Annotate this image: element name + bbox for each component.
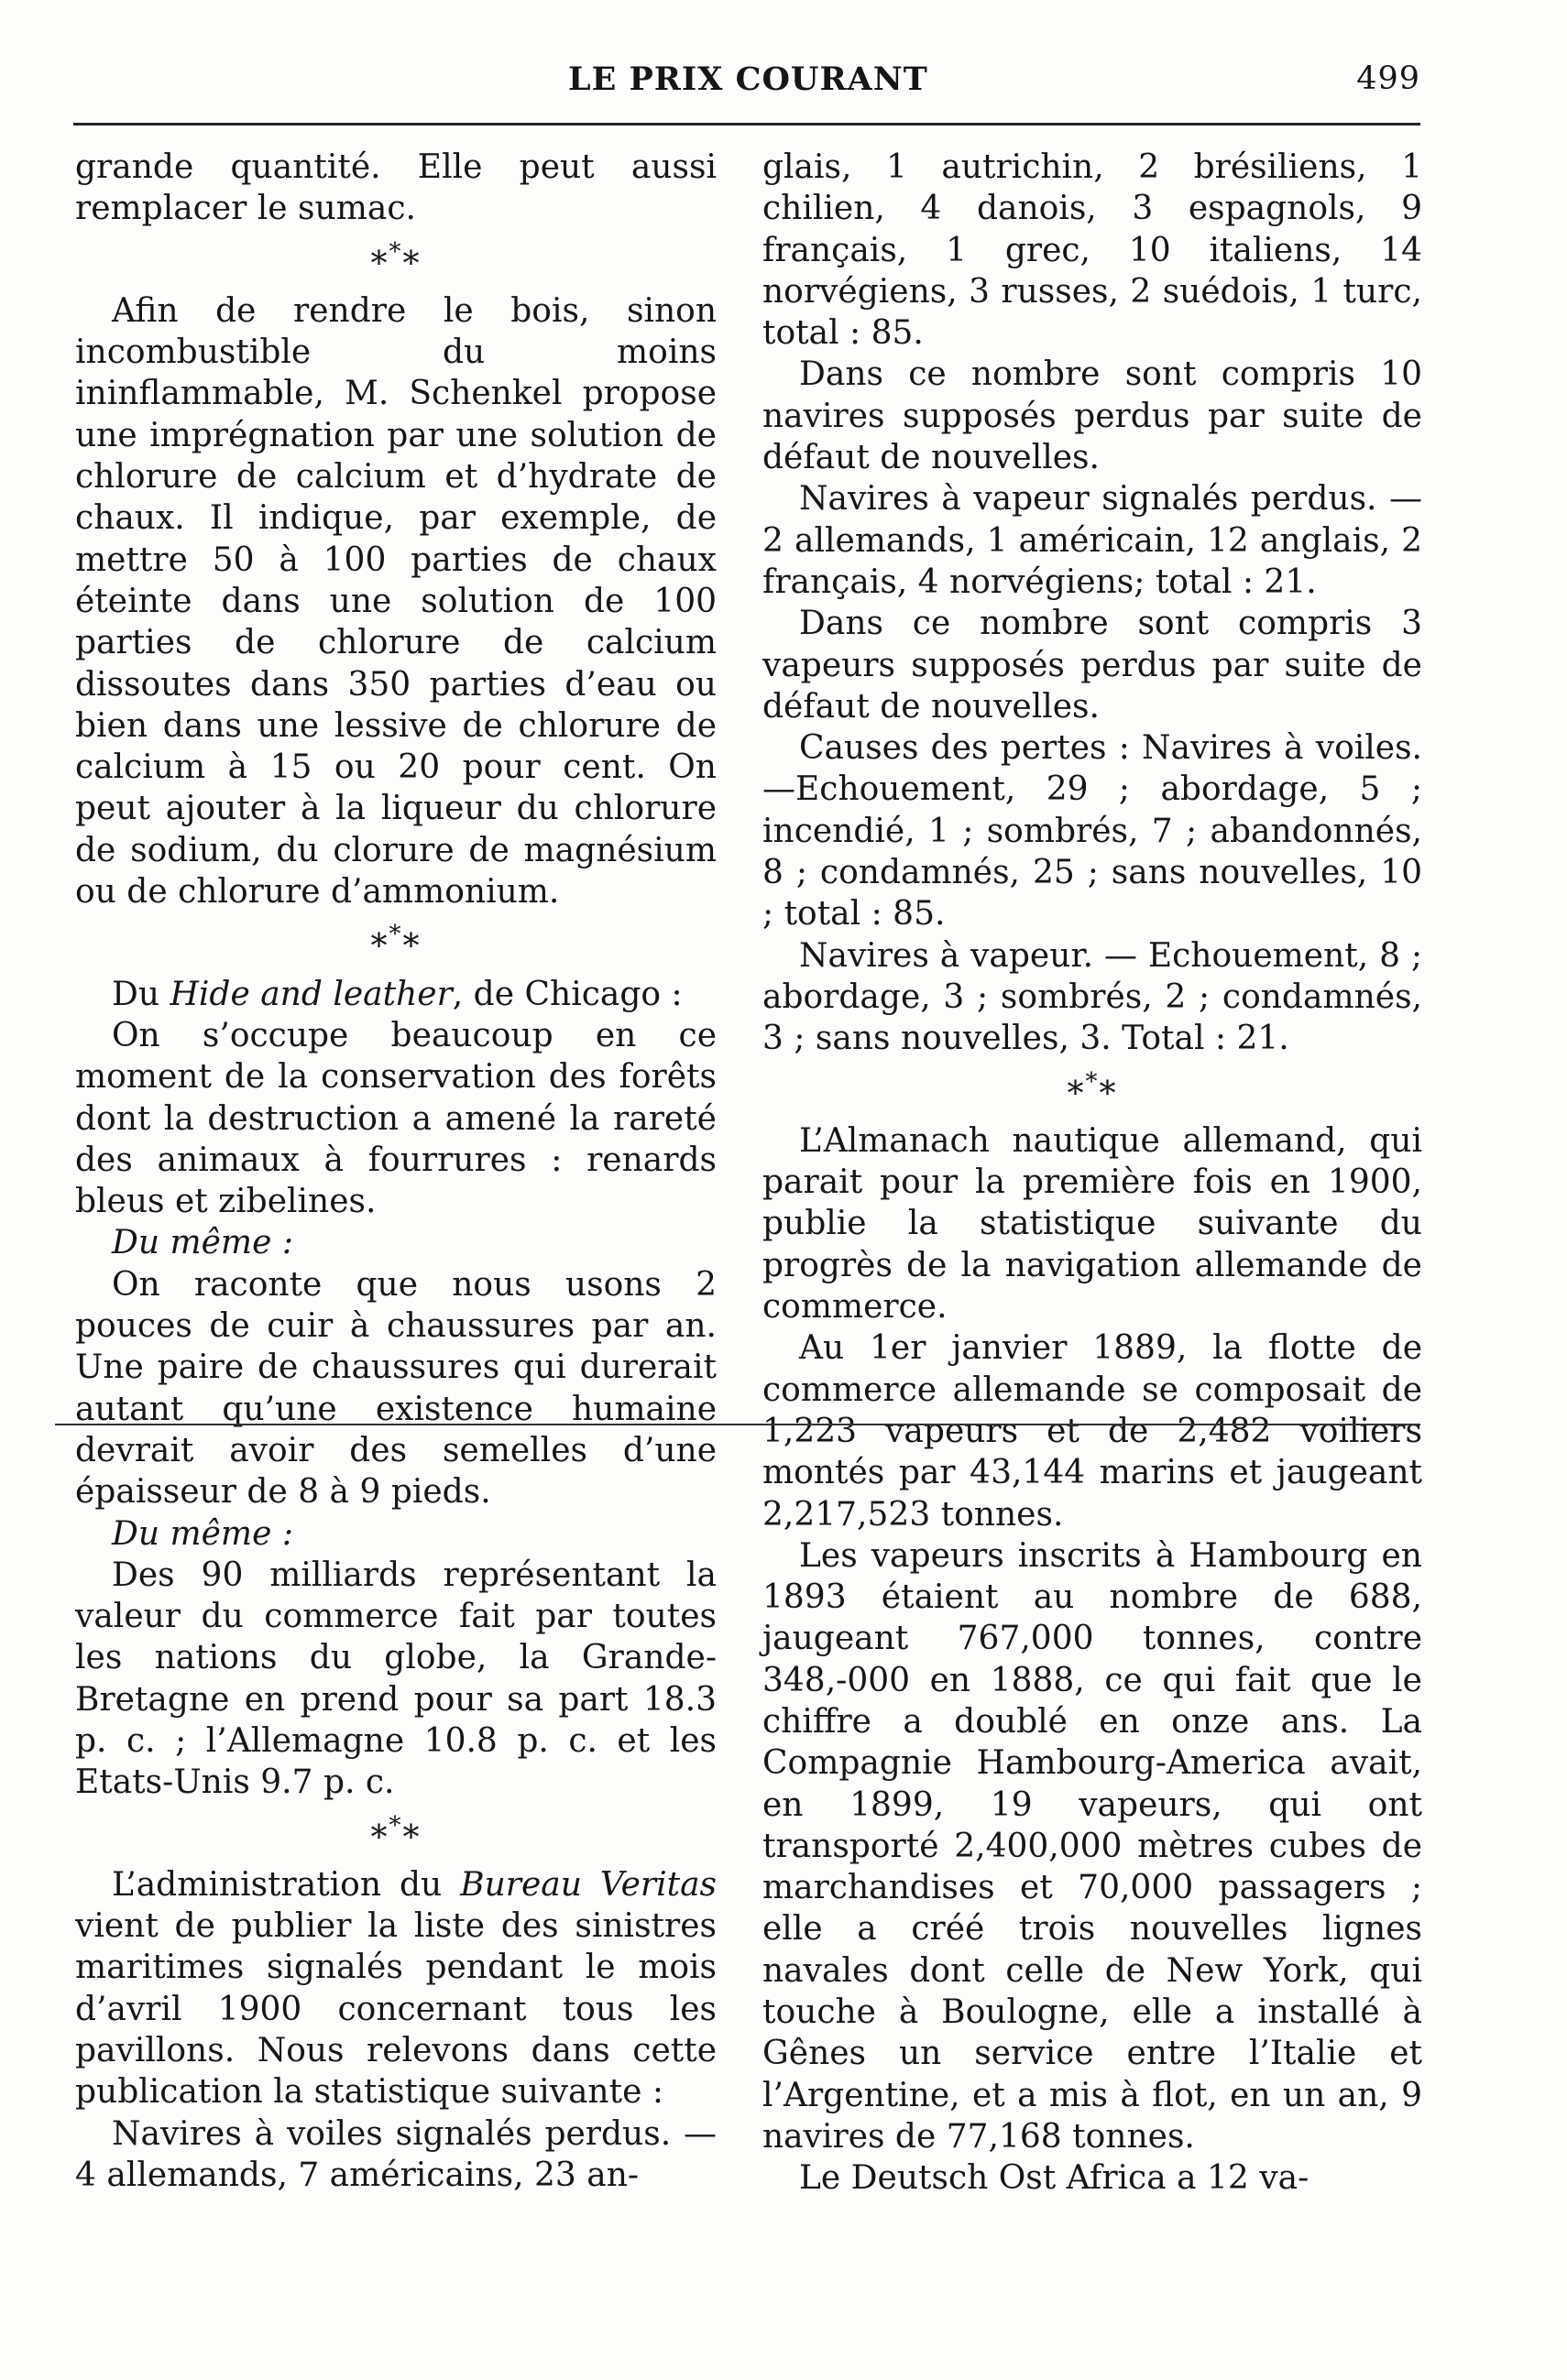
left-column	[75, 147, 717, 2196]
publication-name: Bureau Veritas	[460, 1865, 718, 1904]
paragraph: Les vapeurs inscrits à Hambourg en 1893 étaient au nombre de 688, jaugeant 767,000 tonnes, contre 348,-000 en 1888, ce qui fait que le chiffre a doublé en onze ans. La Compagnie Hambourg-America avait, en 1899, 19 vapeurs, qui ont transporté 2,400,000 mètres cubes de marchandises et 70,000 passagers ; elle a créé trois nouvelles lignes navales dont celle de New York, qui touche à Boulogne, elle a installé à Gênes un service entre l’Italie et l’Argentine, et a mis à flot, en un an, 9 navires de 77,168 tonnes.	[762, 1536, 1422, 2156]
paragraph: Navires à voiles signalés perdus. —4 allemands, 7 américains, 23 an-	[75, 2114, 717, 2194]
header-rule	[73, 123, 1420, 126]
section-separator-asterisks: ***	[370, 921, 422, 966]
paragraph: Afin de rendre le bois, sinon incombustible du moins ininflammable, M. Schenkel propose une imprégnation par une solution de chlorure de calcium et d’hydrate de chaux. Il indique, par exemple, de mettre 50 à 100 parties de chaux éteinte dans une solution de 100 parties de chlorure de calcium dissoutes dans 350 parties d’eau ou bien dans une lessive de chlorure de calcium à 15 ou 20 pour cent. On peut ajouter à la liqueur du chlorure de sodium, du clorure de magnésium ou de chlorure d’ammonium.	[75, 291, 717, 912]
paragraph: L’Almanach nautique allemand, qui parait pour la première fois en 1900, publie la statistique suivante du progrès de la navigation allemande de commerce.	[762, 1121, 1422, 1326]
source-label: Du même :	[112, 1514, 293, 1553]
paragraph: Dans ce nombre sont compris 3 vapeurs supposés perdus par suite de défaut de nouvelles.	[762, 605, 1422, 726]
paragraph: Des 90 milliards représentant la valeur du commerce fait par toutes les nations du globe, la Grande-Bretagne en prend pour sa part 18.3 p. c. ; l’Allemagne 10.8 p. c. et les Etats-Unis 9.7 p. c.	[75, 1556, 717, 1802]
paragraph: Navires à vapeur signalés perdus. —2 allemands, 1 américain, 12 anglais, 2 français, 4 norvégiens; total : 21.	[762, 480, 1422, 601]
publication-name: Hide and leather	[170, 975, 453, 1013]
paragraph: Causes des pertes : Navires à voiles.—Echouement, 29 ; abordage, 5 ; incendié, 1 ; sombrés, 7 ; abandonnés, 8 ; condamnés, 25 ; sans nouvelles, 10 ; total : 85.	[762, 729, 1422, 933]
section-separator-asterisks: ***	[370, 237, 422, 283]
paragraph: Le Deutsch Ost Africa a 12 va-	[799, 2159, 1309, 2198]
paragraph: Dans ce nombre sont compris 10 navires supposés perdus par suite de défaut de nouvelles.	[762, 355, 1422, 477]
paragraph: On s’occupe beaucoup en ce moment de la conservation des forêts dont la destruction a amené la rareté des animaux à fourrures : renards bleus et zibelines.	[75, 1016, 717, 1221]
paragraph: Navires à vapeur. — Echouement, 8 ; abordage, 3 ; sombrés, 2 ; condamnés, 3 ; sans nouvelles, 3. Total : 21.	[762, 936, 1422, 1058]
printing-artifact-rule	[55, 1424, 1420, 1425]
right-column	[762, 147, 1422, 2200]
section-separator-asterisks: ***	[370, 1811, 422, 1857]
paragraph: On raconte que nous usons 2 pouces de cuir à chaussures par an. Une paire de chaussures qui durerait autant qu’une existence humaine devrait avoir des semelles d’une épaisseur de 8 à 9 pieds.	[75, 1265, 717, 1512]
paragraph: L’administration du Bureau Veritas vient de publier la liste des sinistres maritimes signalés pendant le mois d’avril 1900 concernant tous les pavillons. Nous relevons dans cette publication la statistique suivante :	[75, 1865, 718, 2112]
page-number: 499	[1356, 60, 1420, 97]
paragraph: grande quantité. Elle peut aussi remplacer le sumac.	[75, 148, 717, 228]
paragraph: Au 1er janvier 1889, la flotte de commerce allemande se composait de 1,223 vapeurs et de 2,482 voiliers montés par 43,144 marins et jaugeant 2,217,523 tonnes.	[762, 1329, 1422, 1534]
source-label: Du même :	[112, 1224, 293, 1262]
paragraph: glais, 1 autrichin, 2 brésiliens, 1 chilien, 4 danois, 3 espagnols, 9 français, 1 grec, 10 italiens, 14 norvégiens, 3 russes, 2 suédois, 1 turc, total : 85.	[762, 148, 1422, 353]
section-separator-asterisks: ***	[1067, 1067, 1118, 1113]
running-head	[73, 60, 1420, 106]
publication-title: LE PRIX COURANT	[568, 60, 928, 98]
paragraph-source-line: Du Hide and leather, de Chicago :	[112, 975, 683, 1013]
